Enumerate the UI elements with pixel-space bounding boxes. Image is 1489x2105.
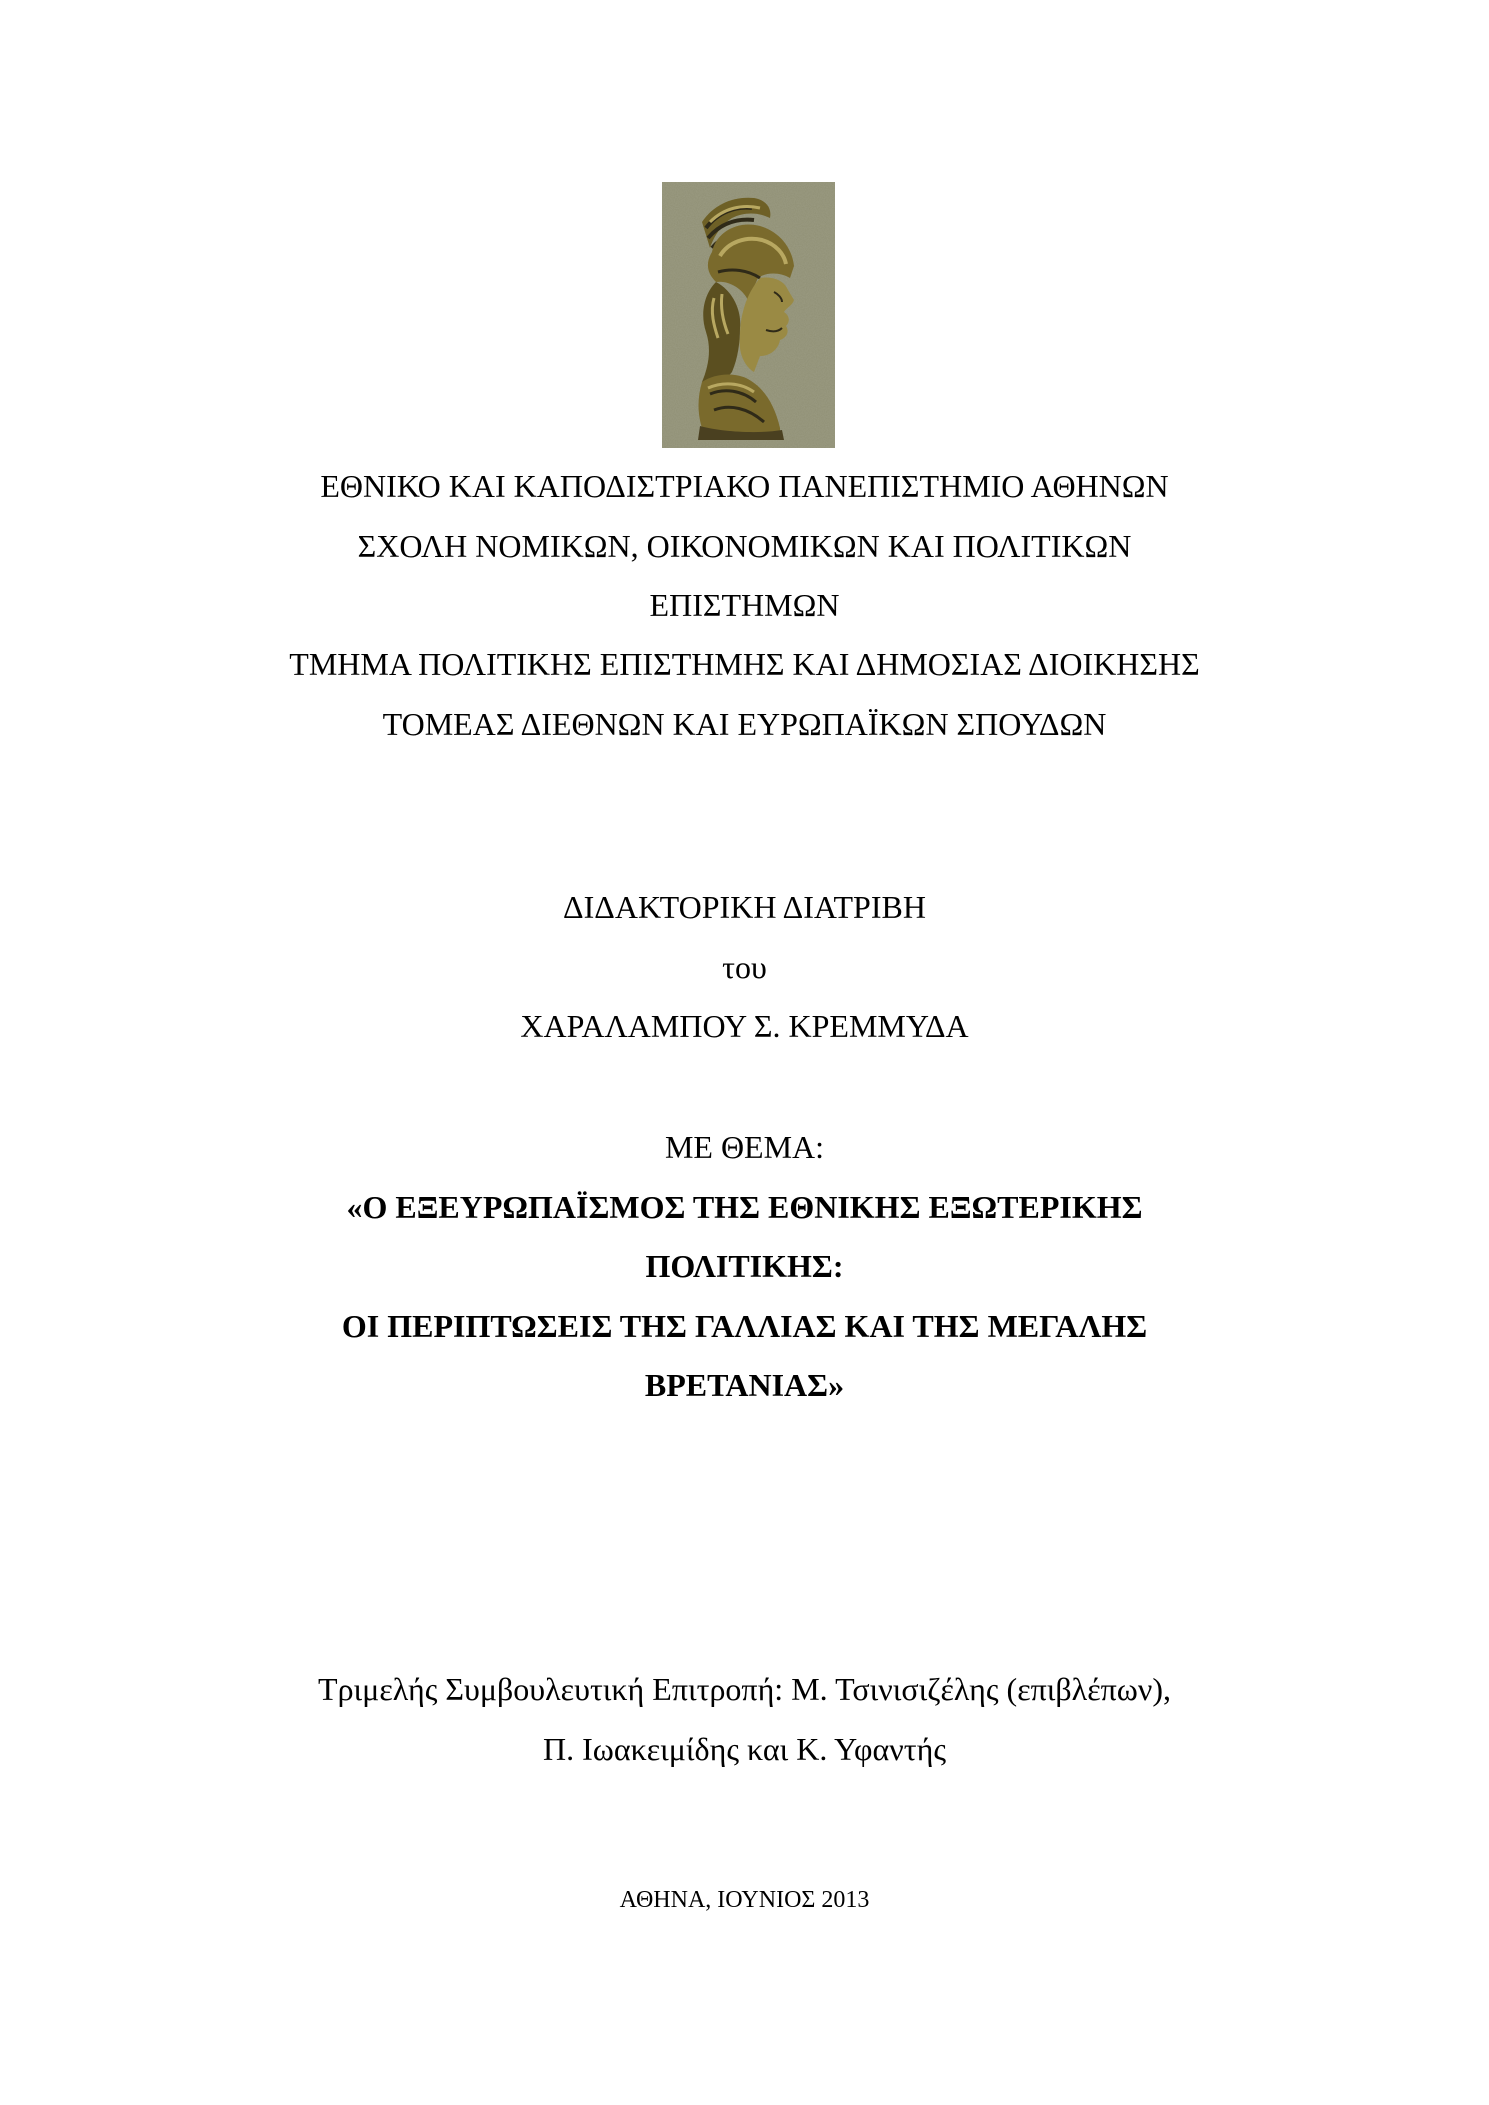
department-name: ΤΜΗΜΑ ΠΟΛΙΤΙΚΗΣ ΕΠΙΣΤΗΜΗΣ ΚΑΙ ΔΗΜΟΣΙΑΣ ΔΙΟΙΚΗΣΗΣ <box>289 646 1200 682</box>
thesis-title-line: ΟΙ ΠΕΡΙΠΤΩΣΕΙΣ ΤΗΣ ΓΑΛΛΙΑΣ ΚΑΙ ΤΗΣ ΜΕΓΑΛΗΣ <box>341 1308 1148 1344</box>
committee-line1: Τριμελής Συμβουλευτική Επιτροπή: Μ. Τσινισιζέλης (επιβλέπων), <box>318 1671 1171 1707</box>
committee-line2: Π. Ιωακειμίδης και Κ. Υφαντής <box>542 1731 947 1767</box>
thesis-title-line: ΒΡΕΤΑΝΙΑΣ» <box>644 1367 845 1403</box>
athena-helmet-profile-icon <box>662 182 835 448</box>
school-name-line1: ΣΧΟΛΗ ΝΟΜΙΚΩΝ, ΟΙΚΟΝΟΜΙΚΩΝ ΚΑΙ ΠΟΛΙΤΙΚΩΝ <box>357 528 1132 564</box>
school-name-line2: ΕΠΙΣΤΗΜΩΝ <box>649 587 840 623</box>
sector-name: ΤΟΜΕΑΣ ΔΙΕΘΝΩΝ ΚΑΙ ΕΥΡΩΠΑΪΚΩΝ ΣΠΟΥΔΩΝ <box>382 706 1107 742</box>
thesis-of: του <box>722 949 767 985</box>
place-date: ΑΘΗΝΑ, ΙΟΥΝΙΟΣ 2013 <box>619 1887 870 1913</box>
thesis-title-line: «Ο ΕΞΕΥΡΩΠΑΪΣΜΟΣ ΤΗΣ ΕΘΝΙΚΗΣ ΕΞΩΤΕΡΙΚΗΣ <box>346 1189 1143 1225</box>
thesis-subject-label: ΜΕ ΘΕΜΑ: <box>664 1129 825 1165</box>
thesis-title-line: ΠΟΛΙΤΙΚΗΣ: <box>645 1248 844 1284</box>
thesis-author: ΧΑΡΑΛΑΜΠΟΥ Σ. ΚΡΕΜΜΥΔΑ <box>520 1008 969 1044</box>
university-name: ΕΘΝΙΚΟ ΚΑΙ ΚΑΠΟΔΙΣΤΡΙΑΚΟ ΠΑΝΕΠΙΣΤΗΜΙΟ ΑΘΗΝΩΝ <box>320 468 1169 504</box>
thesis-type: ΔΙΔΑΚΤΟΡΙΚΗ ΔΙΑΤΡΙΒΗ <box>563 889 926 925</box>
